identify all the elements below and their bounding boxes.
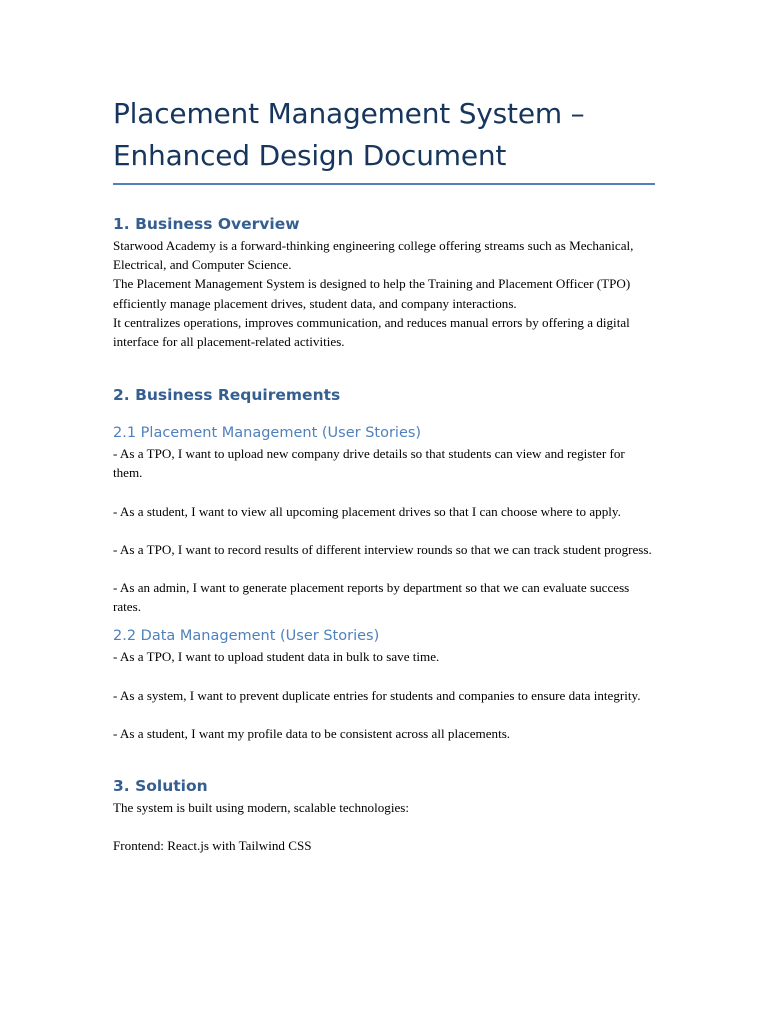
- user-story: - As a system, I want to prevent duplicate entries for students and companies to ensure data integrity.: [113, 687, 641, 703]
- data-management-heading: 2.2 Data Management (User Stories): [113, 628, 380, 645]
- business-overview-paragraph: Starwood Academy is a forward-thinking engineering college offering streams such as Mechanical, Electrical, and Computer Science.: [113, 238, 634, 273]
- placement-management-heading: 2.1 Placement Management (User Stories): [113, 425, 422, 442]
- document-title-line-1: Placement Management System –: [113, 97, 585, 130]
- business-requirements-heading: 2. Business Requirements: [113, 386, 341, 405]
- user-story: - As a TPO, I want to record results of different interview rounds so that we can track student progress.: [113, 541, 652, 557]
- placement-management-stories: [113, 444, 655, 616]
- user-story: - As a student, I want my profile data to be consistent across all placements.: [113, 725, 511, 741]
- document-content: [113, 93, 655, 855]
- user-story: - As a TPO, I want to upload new company drive details so that students can view and register for them.: [113, 446, 625, 481]
- business-overview-paragraph: The Placement Management System is designed to help the Training and Placement Officer (TPO) efficiently manage placement drives, student data, and company interactions.: [113, 276, 631, 311]
- title-underline: [113, 183, 655, 185]
- document-title-line-2: Enhanced Design Document: [113, 139, 507, 172]
- business-overview-body: [113, 236, 655, 351]
- user-story: - As an admin, I want to generate placement reports by department so that we can evaluate success rates.: [113, 580, 630, 615]
- solution-frontend: Frontend: React.js with Tailwind CSS: [113, 838, 312, 854]
- user-story: - As a student, I want to view all upcoming placement drives so that I can choose where to apply.: [113, 503, 621, 519]
- document-title: [113, 93, 655, 177]
- solution-heading: 3. Solution: [113, 777, 208, 796]
- business-overview-heading: 1. Business Overview: [113, 215, 300, 233]
- business-overview-paragraph: It centralizes operations, improves communication, and reduces manual errors by offering a digital interface for all placement-related activities.: [113, 314, 630, 350]
- user-story: - As a TPO, I want to upload student data in bulk to save time.: [113, 649, 440, 665]
- data-management-stories: [113, 647, 655, 743]
- solution-intro: The system is built using modern, scalable technologies:: [113, 800, 410, 816]
